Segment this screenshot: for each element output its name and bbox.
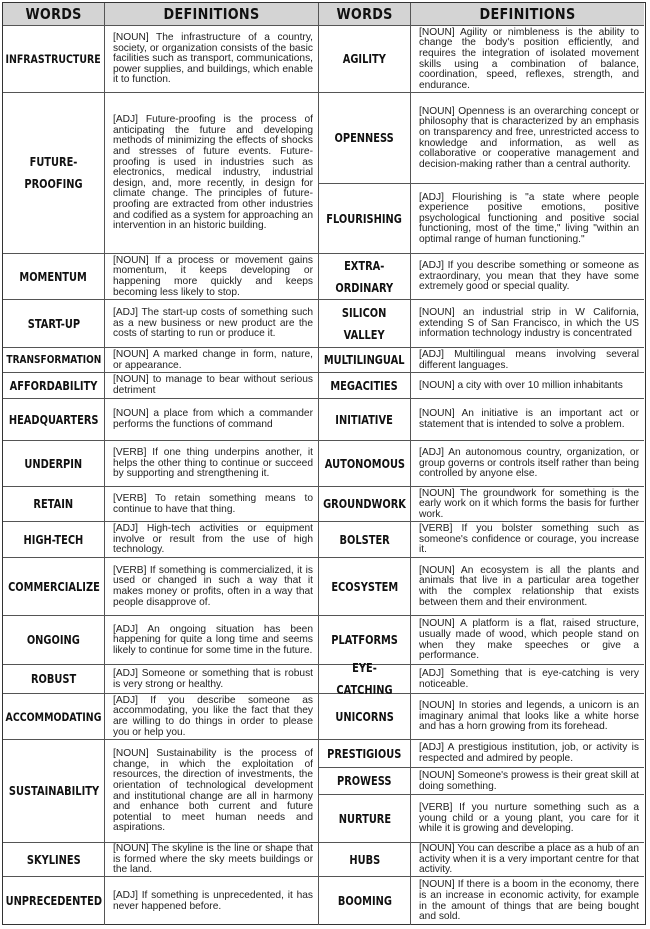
- left-definition-cell: [105, 254, 319, 300]
- vocabulary-definition: [VERB] If one thing underpins another, it helps the other thing to continue or succeed by supporting and strengthening it.: [113, 447, 313, 480]
- right-definition-cell: [411, 184, 644, 254]
- vocabulary-word: ACCOMMODATING: [5, 709, 102, 724]
- vocabulary-word: ECOSYSTEM: [331, 579, 398, 594]
- right-definition-cell: [411, 877, 644, 925]
- vocabulary-word: ROBUST: [30, 672, 77, 686]
- left-definition-cell: [105, 348, 319, 373]
- right-word-cell: [319, 348, 411, 373]
- right-definition-cell: [411, 843, 644, 877]
- vocabulary-word: UNICORNS: [335, 709, 394, 724]
- left-definition-cell: [105, 93, 319, 254]
- left-word-cell: [3, 558, 105, 616]
- vocabulary-word: PRESTIGIOUS: [327, 746, 402, 761]
- left-word-cell: [3, 399, 105, 441]
- right-word-cell: [319, 740, 411, 768]
- right-word-cell: [319, 487, 411, 522]
- vocabulary-definition: [NOUN] An ecosystem is all the plants and animals that live in a particular area together with the complex relationship that exists between them and their environment.: [419, 564, 639, 608]
- left-word-cell: [3, 254, 105, 300]
- right-definition-cell: [411, 795, 644, 843]
- right-definition-cell: [411, 399, 644, 441]
- right-definition-cell: [411, 740, 644, 768]
- vocabulary-definition: [ADJ] If you describe someone as accommodating, you like the fact that they are willing to do things in order to please you or help you.: [113, 694, 313, 738]
- vocabulary-definition: [NOUN] The infrastructure of a country, society, or organization consists of the basic facilities such as transport, communications, power supplies, and buildings, which enable it to function.: [113, 32, 313, 86]
- vocabulary-definition: [NOUN] The groundwork for something is the early work on it which forms the basis for further work.: [419, 487, 639, 520]
- vocabulary-definition: [NOUN] If a process or movement gains momentum, it keeps developing or happening more quickly and keeps becoming less likely to stop.: [113, 254, 313, 298]
- left-word-cell: [3, 441, 105, 487]
- right-word-cell: [319, 300, 411, 348]
- left-definition-cell: [105, 665, 319, 694]
- vocabulary-word: INITIATIVE: [335, 412, 394, 427]
- vocabulary-definition: [NOUN] In stories and legends, a unicorn is an imaginary animal that looks like a white horse and has a horn growing from its forehead.: [419, 700, 639, 733]
- left-definition-cell: [105, 522, 319, 558]
- vocabulary-word: HEADQUARTERS: [8, 412, 99, 427]
- vocabulary-table: [2, 2, 646, 925]
- vocabulary-word: OPENNESS: [334, 131, 395, 145]
- left-definition-cell: [105, 694, 319, 740]
- right-word-cell: [319, 254, 411, 300]
- right-word-cell: [319, 184, 411, 254]
- vocabulary-definition: [NOUN] The skyline is the line or shape that is formed where the sky meets buildings or the land.: [113, 843, 313, 876]
- right-definition-cell: [411, 665, 644, 694]
- right-word-cell: [319, 843, 411, 877]
- vocabulary-definition: [ADJ] Multilingual means involving several different languages.: [419, 348, 639, 371]
- vocabulary-definition: [NOUN] You can describe a place as a hub of an activity when it is a very important centre for that activity.: [419, 843, 639, 876]
- vocabulary-word: BOOMING: [337, 894, 392, 908]
- left-word-cell: [3, 348, 105, 373]
- vocabulary-word: SKYLINES: [26, 852, 81, 867]
- vocabulary-word: COMMERCIALIZE: [7, 579, 100, 594]
- vocabulary-definition: [NOUN] to manage to bear without serious detriment: [113, 374, 313, 396]
- vocabulary-word: GROUNDWORK: [323, 497, 406, 511]
- vocabulary-definition: [ADJ] The start-up costs of something such as a new business or new product are the costs of starting to run or produce it.: [113, 307, 313, 340]
- vocabulary-word: ONGOING: [26, 633, 81, 647]
- vocabulary-word: HUBS: [349, 852, 380, 867]
- vocabulary-definition: [NOUN] A platform is a flat, raised structure, usually made of wood, which people stand on when they make speeches or give a performance.: [419, 618, 639, 662]
- vocabulary-definition: [ADJ] Future-proofing is the process of anticipating the future and developing methods of minimizing the effects of shocks and stresses of future events. Future-proofing is used in industries such as electronics, medical industry, industrial design, and, more recently, in design for climate change. The principles of future-proofing are extracted from other industries and codified as a system for approaching an intervention in an historic building.: [113, 114, 313, 232]
- vocabulary-definition: [ADJ] An ongoing situation has been happening for quite a long time and seems likely to continue for some time in the future.: [113, 623, 313, 656]
- vocabulary-definition: [NOUN] If there is a boom in the economy, there is an increase in economic activity, for example in the amount of things that are being bought and sold.: [419, 879, 639, 923]
- vocabulary-definition: [VERB] If you bolster something such as someone's confidence or courage, you increase it.: [419, 523, 639, 556]
- vocabulary-word: FLOURISHING: [326, 211, 403, 226]
- right-definition-cell: [411, 522, 644, 558]
- header-definitions-left-label: DEFINITIONS: [163, 5, 260, 23]
- vocabulary-definition: [NOUN] Sustainability is the process of change, in which the exploitation of resources, the direction of investments, the orientation of technological development and institutional change are all in harmony and enhance both current and future potential to meet human needs and aspirations.: [113, 748, 313, 834]
- right-word-cell: [319, 661, 411, 697]
- right-word-cell: [319, 441, 411, 487]
- right-word-cell: [319, 373, 411, 399]
- left-definition-cell: [105, 373, 319, 399]
- vocabulary-definition: [NOUN] Openness is an overarching concept or philosophy that is characterized by an emphasis on transparency and free, unrestricted access to knowledge and information, as well as collaborative or cooperative management and decision-making rather than a central authority.: [419, 105, 639, 170]
- header-definitions-right-label: DEFINITIONS: [479, 5, 576, 23]
- left-word-cell: [3, 740, 105, 843]
- left-word-cell: [3, 694, 105, 740]
- vocabulary-word: AGILITY: [342, 52, 387, 66]
- header-definitions-right: [411, 3, 644, 26]
- left-word-cell: [3, 373, 105, 399]
- vocabulary-definition: [ADJ] Someone or something that is robust is very strong or healthy.: [113, 667, 313, 690]
- vocabulary-word: PLATFORMS: [331, 633, 398, 647]
- vocabulary-word: NURTURE: [338, 811, 391, 826]
- left-word-cell: [3, 877, 105, 925]
- vocabulary-definition: [ADJ] If something is unprecedented, it has never happened before.: [113, 889, 313, 912]
- right-definition-cell: [411, 373, 644, 399]
- right-definition-cell: [411, 441, 644, 487]
- right-word-cell: [319, 694, 411, 740]
- left-definition-cell: [105, 843, 319, 877]
- left-definition-cell: [105, 616, 319, 665]
- vocabulary-word: MEGACITIES: [330, 378, 399, 393]
- vocabulary-definition: [ADJ] Flourishing is "a state where people experience positive emotions, positive psychological functioning and positive social functioning, most of the time," living "within an optimal range of human functioning.": [419, 191, 639, 245]
- left-definition-cell: [105, 441, 319, 487]
- vocabulary-word: SILICON VALLEY: [342, 305, 387, 342]
- header-words-right: [319, 3, 411, 26]
- vocabulary-word: TRANSFORMATION: [6, 353, 101, 366]
- vocabulary-word: BOLSTER: [339, 532, 390, 547]
- right-word-cell: [319, 877, 411, 925]
- left-word-cell: [3, 487, 105, 522]
- right-definition-cell: [411, 694, 644, 740]
- left-definition-cell: [105, 300, 319, 348]
- left-word-cell: [3, 843, 105, 877]
- right-definition-cell: [411, 348, 644, 373]
- vocabulary-definition: [NOUN] Someone's prowess is their great skill at doing something.: [419, 769, 639, 792]
- vocabulary-definition: [NOUN] a city with over 10 million inhabitants: [419, 379, 623, 391]
- left-definition-cell: [105, 487, 319, 522]
- header-definitions-left: [105, 3, 319, 26]
- left-word-cell: [3, 300, 105, 348]
- vocabulary-definition: [NOUN] An initiative is an important act or statement that is intended to solve a problem.: [419, 408, 639, 430]
- vocabulary-word: START-UP: [27, 316, 80, 331]
- vocabulary-definition: [NOUN] a place from which a commander performs the functions of command: [113, 408, 313, 430]
- header-words-left: [3, 3, 105, 26]
- left-definition-cell: [105, 877, 319, 925]
- right-definition-cell: [411, 93, 644, 184]
- left-word-cell: [3, 26, 105, 93]
- left-word-cell: [3, 522, 105, 558]
- left-definition-cell: [105, 558, 319, 616]
- right-definition-cell: [411, 254, 644, 300]
- vocabulary-word: INFRASTRUCTURE: [5, 52, 102, 66]
- right-word-cell: [319, 26, 411, 93]
- vocabulary-word: AUTONOMOUS: [324, 456, 405, 471]
- header-words-right-label: WORDS: [336, 5, 393, 23]
- right-definition-cell: [411, 487, 644, 522]
- left-word-cell: [3, 665, 105, 694]
- vocabulary-definition: [VERB] If you nurture something such as a young child or a young plant, you care for it while it is growing and developing.: [419, 802, 639, 835]
- vocabulary-definition: [VERB] If something is commercialized, it is used or changed in such a way that it makes money or profits, often in a way that people disapprove of.: [113, 564, 313, 608]
- right-word-cell: [319, 768, 411, 795]
- vocabulary-word: MULTILINGUAL: [324, 353, 405, 367]
- header-words-left-label: WORDS: [25, 5, 82, 23]
- vocabulary-definition: [ADJ] An autonomous country, organization, or group governs or controls itself rather than being controlled by anyone else.: [419, 447, 639, 480]
- vocabulary-definition: [ADJ] High-tech activities or equipment involve or result from the use of high technology.: [113, 523, 313, 556]
- left-definition-cell: [105, 740, 319, 843]
- vocabulary-word: RETAIN: [33, 497, 74, 511]
- right-word-cell: [319, 558, 411, 616]
- right-definition-cell: [411, 26, 644, 93]
- right-word-cell: [319, 522, 411, 558]
- vocabulary-definition: [ADJ] If you describe something or someone as extraordinary, you mean that they have some extremely good or special quality.: [419, 260, 639, 293]
- vocabulary-definition: [VERB] To retain something means to continue to have that thing.: [113, 492, 313, 515]
- right-word-cell: [319, 795, 411, 843]
- vocabulary-word: PROWESS: [337, 774, 392, 788]
- left-word-cell: [3, 616, 105, 665]
- vocabulary-definition: [NOUN] A marked change in form, nature, or appearance.: [113, 348, 313, 371]
- vocabulary-definition: [NOUN] Agility or nimbleness is the ability to change the body's position efficiently, and requires the integration of isolated movement skills using a combination of balance, coordination, speed, reflexes, strength, and endurance.: [419, 26, 639, 91]
- vocabulary-definition: [NOUN] an industrial strip in W California, extending S of San Francisco, in which the US information technology industry is concentrated: [419, 307, 639, 340]
- vocabulary-word: UNPRECEDENTED: [5, 894, 102, 908]
- vocabulary-word: EYE-CATCHING: [336, 661, 393, 697]
- vocabulary-word: HIGH-TECH: [23, 532, 84, 547]
- right-definition-cell: [411, 300, 644, 348]
- right-definition-cell: [411, 768, 644, 795]
- right-word-cell: [319, 399, 411, 441]
- right-word-cell: [319, 93, 411, 184]
- vocabulary-word: AFFORDABILITY: [9, 378, 98, 393]
- vocabulary-word: SUSTAINABILITY: [8, 784, 99, 798]
- vocabulary-word: EXTRA- ORDINARY: [335, 258, 394, 295]
- right-definition-cell: [411, 558, 644, 616]
- vocabulary-word: UNDERPIN: [24, 456, 83, 471]
- vocabulary-word: FUTURE- PROOFING: [24, 155, 83, 191]
- vocabulary-definition: [ADJ] Something that is eye-catching is very noticeable.: [419, 667, 639, 690]
- left-definition-cell: [105, 26, 319, 93]
- left-word-cell: [3, 93, 105, 254]
- vocabulary-word: MOMENTUM: [19, 269, 88, 284]
- left-definition-cell: [105, 399, 319, 441]
- right-definition-cell: [411, 616, 644, 665]
- vocabulary-definition: [ADJ] A prestigious institution, job, or activity is respected and admired by people.: [419, 742, 639, 764]
